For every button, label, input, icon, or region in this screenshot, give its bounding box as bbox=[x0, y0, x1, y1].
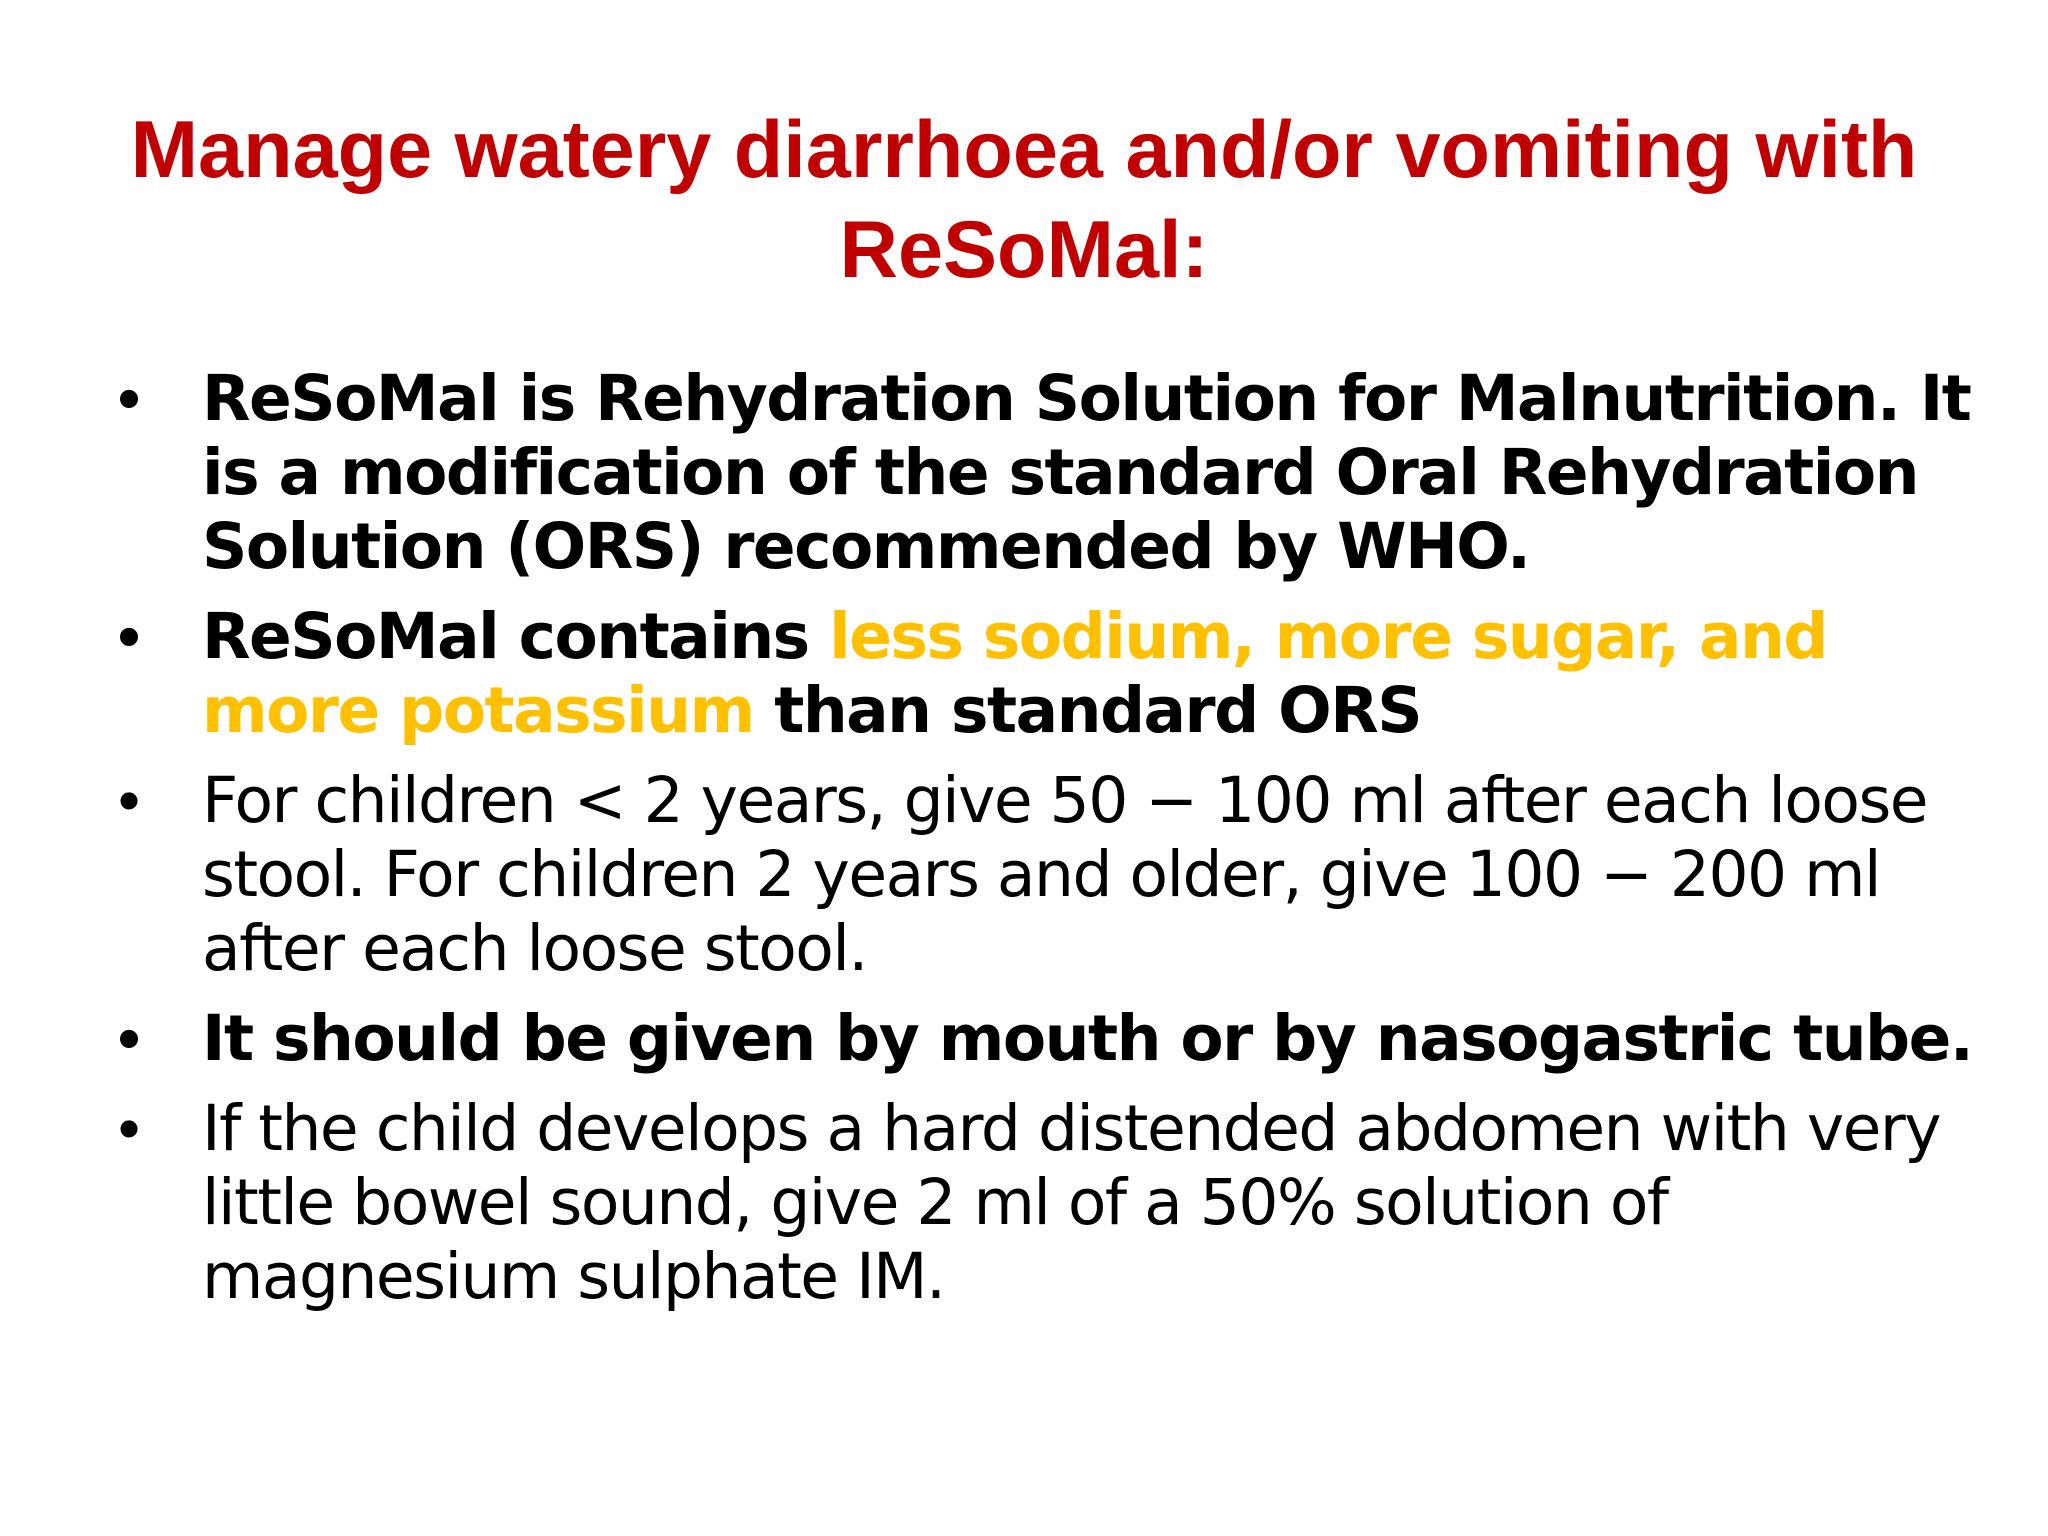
bullet-text-before: ReSoMal contains bbox=[202, 600, 830, 673]
bullet-text: For children < 2 years, give 50 − 100 ml after each loose stool. For children 2 years and older, give 100 − 200 ml after each loose stool. bbox=[202, 764, 1928, 985]
bullet-icon: • bbox=[118, 364, 141, 434]
bullet-text-highlight: less sodium, more sugar, and more potassium bbox=[202, 600, 1827, 747]
title-line-2: ReSoMal: bbox=[839, 205, 1209, 295]
bullet-text: It should be given by mouth or by nasogastric tube. bbox=[202, 1002, 1973, 1075]
bullet-item-administration bbox=[118, 1002, 1998, 1076]
bullet-icon: • bbox=[118, 602, 141, 672]
bullet-item-magnesium bbox=[118, 1092, 1998, 1314]
bullet-item-resomal-contents bbox=[118, 600, 1998, 748]
bullet-icon: • bbox=[118, 1004, 141, 1074]
bullet-text: ReSoMal is Rehydration Solution for Malnutrition. It is a modification of the standard Oral Rehydration Solution (ORS) recommended by WHO. bbox=[202, 362, 1971, 583]
bullet-icon: • bbox=[118, 766, 141, 836]
bullet-text: If the child develops a hard distended abdomen with very little bowel sound, give 2 ml of a 50% solution of magnesium sulphate IM. bbox=[202, 1092, 1941, 1313]
bullet-item-dosage bbox=[118, 764, 1998, 986]
bullet-icon: • bbox=[118, 1094, 141, 1164]
bullet-list bbox=[118, 362, 1998, 1330]
slide-title bbox=[0, 100, 2048, 300]
bullet-text-after: than standard ORS bbox=[753, 674, 1422, 747]
title-line-1: Manage watery diarrhoea and/or vomiting with bbox=[130, 105, 1918, 195]
bullet-item-resomal-definition bbox=[118, 362, 1998, 584]
